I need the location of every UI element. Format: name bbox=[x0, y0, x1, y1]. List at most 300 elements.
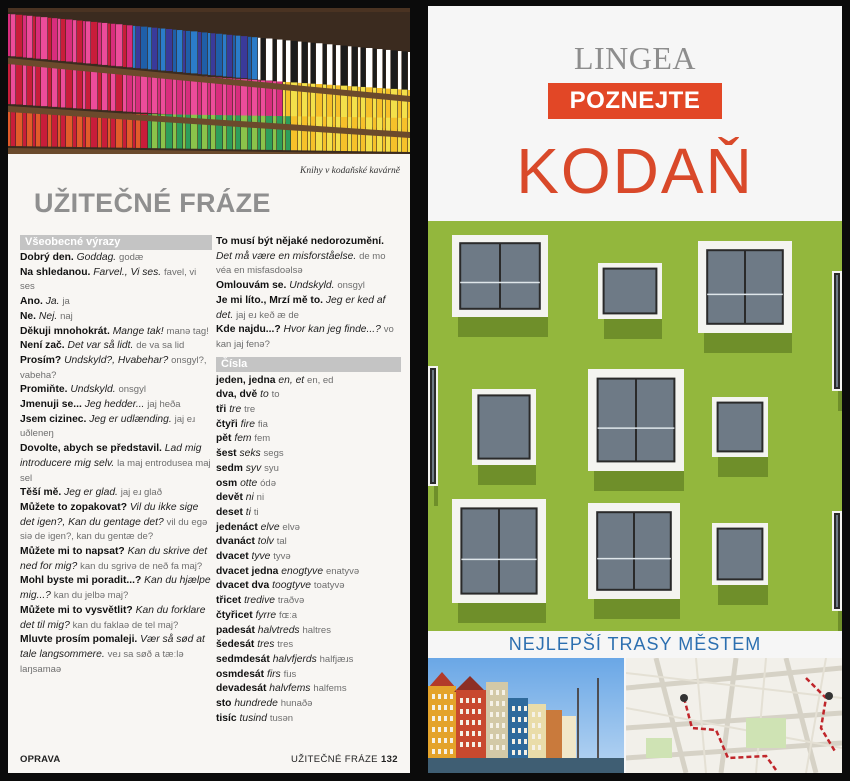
house-window bbox=[466, 720, 469, 725]
house-window bbox=[496, 745, 499, 750]
book-spine bbox=[116, 71, 122, 111]
book-spine bbox=[108, 71, 110, 111]
book-spine bbox=[152, 73, 157, 113]
czech-phrase: Dobrý den. bbox=[20, 252, 74, 263]
book-spine bbox=[286, 116, 290, 150]
danish-phrase: syv bbox=[245, 462, 262, 474]
house-window bbox=[518, 739, 521, 744]
book-spine bbox=[186, 76, 190, 116]
house-window bbox=[532, 745, 535, 750]
danish-phrase: tredive bbox=[244, 595, 275, 607]
house-window bbox=[478, 720, 481, 725]
book-spine bbox=[158, 28, 160, 70]
czech-phrase: Ano. bbox=[20, 296, 43, 308]
phrase-entry bbox=[20, 295, 212, 310]
book-spine bbox=[148, 73, 151, 113]
house-window bbox=[438, 716, 441, 721]
book-spine bbox=[252, 37, 257, 79]
phrase-entry bbox=[20, 545, 212, 574]
house-window bbox=[444, 727, 447, 732]
house-window bbox=[466, 731, 469, 736]
book-spine bbox=[66, 20, 72, 62]
book-spine bbox=[166, 29, 172, 71]
house-window bbox=[450, 716, 453, 721]
house-window bbox=[490, 712, 493, 717]
book-spine bbox=[391, 50, 397, 92]
pronunciation: veɹ sa søð a tæːlə laŋsamaə bbox=[20, 648, 184, 675]
pronunciation: ódə bbox=[260, 477, 276, 489]
book-spine bbox=[41, 112, 47, 146]
phrase-entry bbox=[216, 668, 401, 683]
danish-phrase: Jeg er udlænding. bbox=[89, 413, 172, 425]
house-window bbox=[502, 701, 505, 706]
house-window bbox=[460, 742, 463, 747]
czech-phrase: osm bbox=[216, 477, 238, 489]
book-spine bbox=[261, 116, 265, 150]
book-spine bbox=[248, 116, 251, 150]
phrase-entry bbox=[216, 579, 401, 594]
book-spine bbox=[127, 25, 132, 67]
house-window bbox=[450, 694, 453, 699]
book-spine bbox=[23, 15, 26, 57]
danish-phrase: otte bbox=[240, 477, 258, 489]
running-footer bbox=[291, 754, 398, 765]
book-spine bbox=[283, 116, 285, 150]
book-spine bbox=[111, 24, 115, 66]
book-spine bbox=[341, 46, 347, 88]
book-spine bbox=[98, 23, 101, 65]
house-window bbox=[496, 701, 499, 706]
house-window bbox=[460, 709, 463, 714]
house-window bbox=[432, 727, 435, 732]
book-spine bbox=[158, 74, 160, 114]
window-shadow bbox=[594, 597, 680, 619]
phrase-entry bbox=[20, 604, 212, 633]
book-spine bbox=[16, 65, 22, 105]
book-spine bbox=[348, 46, 351, 88]
pronunciation: haltres bbox=[302, 624, 331, 636]
pronunciation: tres bbox=[277, 639, 294, 651]
book-spine bbox=[236, 115, 240, 149]
house-window bbox=[490, 745, 493, 750]
book-spine bbox=[186, 31, 190, 73]
house-window bbox=[444, 738, 447, 743]
book-spine bbox=[102, 70, 107, 110]
page-title: UŽITEČNÉ FRÁZE bbox=[34, 188, 271, 218]
book-spine bbox=[298, 116, 301, 150]
book-spine bbox=[48, 113, 51, 147]
house-window bbox=[444, 716, 447, 721]
book-spine bbox=[77, 21, 82, 63]
czech-phrase: tři bbox=[216, 404, 227, 416]
czech-phrase: pět bbox=[216, 433, 232, 445]
house-window bbox=[490, 690, 493, 695]
danish-phrase: Jeg er ked af det. bbox=[216, 294, 386, 321]
book-spine bbox=[16, 15, 22, 57]
house-window bbox=[472, 709, 475, 714]
house-window bbox=[496, 723, 499, 728]
pronunciation: halfjæɹs bbox=[319, 653, 354, 665]
book-spine bbox=[248, 37, 251, 79]
house-window bbox=[432, 716, 435, 721]
category-heading-numbers: Čísla bbox=[216, 357, 401, 372]
pronunciation: la maj entrodusea maj sel bbox=[20, 457, 211, 484]
phrase-entry bbox=[216, 462, 401, 477]
phrase-entry bbox=[216, 506, 401, 521]
house-window bbox=[502, 712, 505, 717]
czech-phrase: Jsem cizinec. bbox=[20, 413, 87, 425]
pronunciation: elvə bbox=[282, 521, 300, 533]
house-window bbox=[524, 739, 527, 744]
page-number: 132 bbox=[380, 754, 398, 765]
book-spine bbox=[258, 116, 260, 150]
house-window bbox=[524, 750, 527, 755]
book-spine bbox=[108, 114, 110, 148]
pronunciation: tal bbox=[276, 536, 287, 548]
pronunciation: de mo véa en misfasdoəlsə bbox=[216, 250, 386, 277]
book-spine bbox=[183, 31, 185, 73]
book-spine bbox=[191, 76, 197, 116]
danish-phrase: en, et bbox=[278, 374, 305, 386]
book-spine bbox=[33, 66, 35, 106]
phrase-entry bbox=[216, 535, 401, 550]
book-spine bbox=[83, 21, 85, 63]
phrase-entry bbox=[216, 477, 401, 492]
house-window bbox=[460, 720, 463, 725]
book-spine bbox=[358, 47, 360, 89]
czech-phrase: osmdesát bbox=[216, 668, 265, 680]
window-shadow bbox=[718, 583, 768, 605]
window-shadow bbox=[718, 455, 768, 477]
phrase-entry bbox=[20, 339, 212, 354]
danish-phrase: ti bbox=[245, 506, 251, 518]
book-spine bbox=[198, 32, 201, 74]
book-spine bbox=[52, 18, 57, 60]
czech-phrase: Můžete mi to vysvětlit? bbox=[20, 604, 133, 616]
czech-phrase: třicet bbox=[216, 595, 242, 607]
book-spine bbox=[123, 25, 126, 67]
house-window bbox=[444, 694, 447, 699]
book-spine bbox=[91, 113, 97, 147]
book-spine bbox=[198, 76, 201, 116]
book-spine bbox=[108, 24, 110, 66]
pronunciation: tyvə bbox=[273, 551, 291, 563]
phrase-entry bbox=[216, 403, 401, 418]
phrase-entry bbox=[216, 521, 401, 536]
phrase-entry bbox=[216, 609, 401, 624]
czech-phrase: devět bbox=[216, 492, 243, 504]
book-spine bbox=[333, 45, 335, 87]
book-spine bbox=[333, 117, 335, 151]
publisher-logo: LINGEA bbox=[573, 40, 697, 76]
pronunciation: kan du sgrivə de neð fa maj? bbox=[80, 560, 203, 572]
house-window bbox=[460, 731, 463, 736]
czech-phrase: Není zač. bbox=[20, 340, 65, 352]
danish-phrase: Farvel., Vi ses. bbox=[93, 266, 162, 278]
book-spine bbox=[216, 34, 222, 76]
book-spine bbox=[366, 48, 372, 90]
book-spine bbox=[266, 116, 272, 150]
czech-phrase: Děkuji mnohokrát. bbox=[20, 325, 110, 337]
book-spine bbox=[11, 112, 15, 146]
book-spine bbox=[327, 44, 332, 86]
window-glass bbox=[718, 529, 763, 580]
pronunciation: enatyvə bbox=[325, 565, 360, 577]
czech-phrase: jeden, jedna bbox=[216, 374, 276, 386]
book-spine bbox=[58, 19, 60, 61]
house-window bbox=[444, 749, 447, 754]
book-spine bbox=[311, 117, 315, 151]
book-spine bbox=[308, 43, 310, 85]
czech-phrase: Prosím? bbox=[20, 354, 62, 366]
danish-phrase: Kan du forklare det til mig? bbox=[20, 604, 206, 631]
book-spine bbox=[33, 16, 35, 58]
book-spine bbox=[36, 112, 40, 146]
pronunciation: tre bbox=[244, 404, 256, 416]
house-window bbox=[524, 728, 527, 733]
danish-phrase: halvfjerds bbox=[272, 653, 317, 665]
book-spine bbox=[91, 22, 97, 64]
house-window bbox=[502, 690, 505, 695]
danish-phrase: fyrre bbox=[255, 609, 277, 621]
book-spine bbox=[141, 73, 147, 113]
book-spine bbox=[191, 31, 197, 73]
czech-phrase: tisíc bbox=[216, 712, 237, 724]
house-window bbox=[478, 742, 481, 747]
window-shadow bbox=[604, 317, 662, 339]
book-spine bbox=[48, 18, 51, 60]
book-spine bbox=[41, 17, 47, 59]
danish-phrase: ni bbox=[245, 492, 254, 504]
book-spine bbox=[86, 113, 90, 147]
pronunciation: onsgyl bbox=[118, 384, 146, 396]
pronunciation: syu bbox=[264, 462, 279, 474]
window-glass bbox=[604, 269, 657, 314]
series-badge: POZNEJTE bbox=[548, 83, 722, 119]
phrase-entry bbox=[216, 565, 401, 580]
pronunciation: fem bbox=[254, 433, 271, 445]
danish-phrase: halvtreds bbox=[257, 624, 300, 636]
czech-phrase: Na shledanou. bbox=[20, 266, 91, 278]
pronunciation: segs bbox=[263, 448, 284, 460]
danish-phrase: Undskyld?, Hvabehar? bbox=[64, 354, 169, 366]
pronunciation: naj bbox=[60, 310, 73, 322]
house-window bbox=[450, 705, 453, 710]
book-spine bbox=[52, 67, 57, 107]
phrase-entry bbox=[20, 310, 212, 325]
czech-phrase: Jmenuji se... bbox=[20, 399, 82, 411]
book-spine bbox=[377, 49, 382, 91]
phrase-entry bbox=[216, 638, 401, 653]
book-spine bbox=[73, 68, 76, 108]
pronunciation: en, ed bbox=[307, 374, 334, 386]
phrase-entry bbox=[216, 594, 401, 609]
house-window bbox=[538, 712, 541, 717]
phrase-entry bbox=[20, 486, 212, 501]
book-spine bbox=[83, 113, 85, 147]
book-spine bbox=[266, 39, 272, 81]
book-spine bbox=[27, 112, 32, 146]
pronunciation: fɶːa bbox=[279, 609, 298, 621]
house-window bbox=[472, 720, 475, 725]
photo-caption: Knihy v kodaňské kavárně bbox=[300, 166, 400, 176]
book-spine bbox=[316, 43, 322, 85]
pronunciation: onsgyl?, vabeha? bbox=[20, 354, 207, 381]
book-spine bbox=[202, 32, 207, 74]
book-spine bbox=[36, 66, 40, 106]
book-spine bbox=[398, 51, 401, 93]
czech-phrase: Ne. bbox=[20, 310, 37, 322]
phrase-list bbox=[216, 235, 401, 353]
danish-phrase: Kan du hjælpe mig...? bbox=[20, 575, 211, 602]
danish-phrase: fem bbox=[234, 433, 252, 445]
czech-phrase: šedesát bbox=[216, 639, 255, 651]
house-window bbox=[478, 731, 481, 736]
pronunciation: jaj heða bbox=[147, 399, 181, 411]
book-spine bbox=[127, 72, 132, 112]
danish-phrase: Lad mig introducere mig selv. bbox=[20, 443, 202, 469]
book-spine bbox=[291, 116, 297, 150]
house-window bbox=[472, 698, 475, 703]
house-window bbox=[524, 717, 527, 722]
pronunciation: de va sa lid bbox=[136, 340, 185, 352]
pronunciation: ja bbox=[62, 296, 70, 308]
book-spine bbox=[223, 34, 226, 76]
czech-phrase: dvacet jedna bbox=[216, 565, 279, 577]
book-spine bbox=[136, 26, 140, 68]
house-window bbox=[438, 738, 441, 743]
window-glass bbox=[718, 403, 763, 452]
house-window bbox=[502, 734, 505, 739]
danish-phrase: Det var så lidt. bbox=[67, 340, 134, 352]
phrase-entry bbox=[216, 374, 401, 389]
book-spine bbox=[11, 64, 15, 104]
book-spine bbox=[98, 70, 101, 110]
danish-phrase: Jeg er glad. bbox=[64, 487, 118, 499]
phrase-entry bbox=[216, 550, 401, 565]
facade-photo bbox=[428, 221, 842, 631]
house-window bbox=[532, 723, 535, 728]
book-spine bbox=[61, 113, 65, 147]
pronunciation: favel, vi ses bbox=[20, 266, 197, 293]
book-spine bbox=[16, 112, 22, 146]
house-window bbox=[490, 723, 493, 728]
czech-phrase: deset bbox=[216, 506, 243, 518]
danish-phrase: fire bbox=[240, 418, 255, 430]
danish-phrase: Goddag. bbox=[76, 252, 117, 263]
phrase-entry bbox=[20, 442, 212, 486]
house-window bbox=[496, 734, 499, 739]
pronunciation: traðvə bbox=[277, 595, 305, 607]
house-window bbox=[538, 745, 541, 750]
book-spine bbox=[161, 74, 165, 114]
house-window bbox=[518, 717, 521, 722]
book-spine bbox=[236, 36, 240, 78]
phrase-entry bbox=[216, 323, 401, 352]
house-window bbox=[518, 728, 521, 733]
phrase-entry bbox=[20, 251, 212, 266]
book-spine bbox=[402, 51, 407, 93]
pronunciation: manə tag! bbox=[166, 325, 209, 337]
phrase-entry bbox=[216, 712, 401, 727]
danish-phrase: firs bbox=[266, 668, 281, 680]
book-spine bbox=[283, 40, 285, 82]
czech-phrase: dva, dvě bbox=[216, 389, 258, 401]
house-window bbox=[512, 739, 515, 744]
house-window bbox=[490, 701, 493, 706]
book-spine bbox=[91, 69, 97, 109]
czech-phrase: sto bbox=[216, 698, 232, 710]
house-window bbox=[532, 734, 535, 739]
pronunciation: vil du egə siə de igen?, kan du gentæ de? bbox=[20, 516, 208, 543]
book-spine bbox=[373, 49, 376, 91]
book-spine bbox=[298, 42, 301, 84]
danish-phrase: seks bbox=[239, 448, 261, 460]
danish-phrase: tolv bbox=[257, 536, 274, 548]
book-spine bbox=[173, 75, 176, 115]
house-window bbox=[432, 749, 435, 754]
cover-subtitle: NEJLEPŠÍ TRASY MĚSTEM bbox=[508, 634, 762, 654]
pronunciation: godæ bbox=[119, 252, 144, 263]
czech-phrase: Omlouvám se. bbox=[216, 280, 287, 292]
book-spine bbox=[291, 41, 297, 83]
house-window bbox=[466, 709, 469, 714]
czech-phrase: Kde najdu...? bbox=[216, 324, 281, 336]
house-window bbox=[460, 698, 463, 703]
window-shadow bbox=[838, 389, 842, 411]
czech-phrase: dvacet dva bbox=[216, 580, 270, 592]
czech-phrase: To musí být nějaké nedorozumění. bbox=[216, 236, 385, 247]
book-spine bbox=[48, 67, 51, 107]
phrase-entry bbox=[20, 574, 212, 603]
house-window bbox=[466, 698, 469, 703]
book-spine bbox=[241, 115, 247, 149]
danish-phrase: tyve bbox=[251, 551, 271, 563]
book-spine bbox=[102, 23, 107, 65]
phrase-entry bbox=[216, 624, 401, 639]
book-spine bbox=[161, 29, 165, 71]
pronunciation: hunaðə bbox=[280, 698, 313, 710]
danish-phrase: Mange tak! bbox=[112, 325, 164, 337]
book-spine bbox=[148, 27, 151, 69]
footer-section: UŽITEČNÉ FRÁZE bbox=[291, 754, 378, 765]
phrase-entry bbox=[216, 682, 401, 697]
book-spine bbox=[408, 52, 410, 94]
czech-phrase: Mohl byste mi poradit...? bbox=[20, 575, 142, 587]
house-window bbox=[432, 694, 435, 699]
numbers-list bbox=[216, 374, 401, 727]
book-spine bbox=[233, 35, 235, 77]
book-spine bbox=[11, 14, 15, 56]
phrase-entry bbox=[216, 279, 401, 294]
nyhavn-photo bbox=[428, 658, 624, 773]
house-window bbox=[438, 705, 441, 710]
phrase-entry bbox=[216, 418, 401, 433]
phrase-entry bbox=[20, 383, 212, 398]
house-window bbox=[512, 750, 515, 755]
book-spine bbox=[173, 30, 176, 72]
pronunciation: kan du faklaə de tel maj? bbox=[72, 619, 179, 631]
house-window bbox=[438, 749, 441, 754]
house-window bbox=[512, 706, 515, 711]
window-shadow bbox=[434, 484, 438, 506]
pronunciation: tusən bbox=[269, 712, 294, 724]
book-spine bbox=[383, 50, 385, 92]
book-spine bbox=[152, 28, 157, 70]
phrase-entry bbox=[216, 491, 401, 506]
czech-phrase: Promiňte. bbox=[20, 384, 68, 396]
phrase-entry bbox=[216, 447, 401, 462]
